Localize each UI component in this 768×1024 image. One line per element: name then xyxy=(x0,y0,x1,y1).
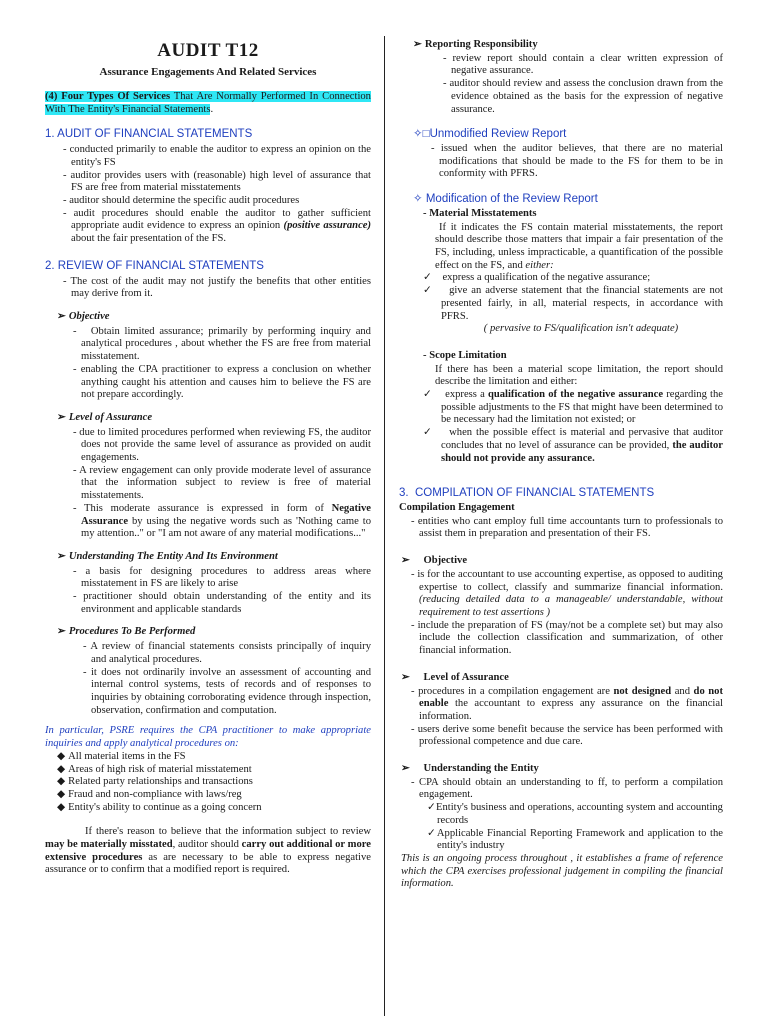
compilation-level-heading: ➢ Level of Assurance xyxy=(401,671,509,683)
material-misstatements-heading: - Material Misstatements xyxy=(423,207,537,219)
section-3-heading: 3. COMPILATION OF FINANCIAL STATEMENTS xyxy=(399,487,655,500)
arrow-icon: ➢ xyxy=(57,411,66,423)
list-item: ◆ Fraud and non-compliance with laws/reg xyxy=(57,788,242,800)
sl-paragraph: If there has been a material scope limitation, the report should describe the limitation and either: xyxy=(435,363,723,388)
list-item: ◆ Areas of high risk of material misstatement xyxy=(57,763,252,775)
arrow-icon: ➢ xyxy=(401,763,410,775)
list-item: - conducted primarily to enable the auditor to express an opinion on the entity's FS xyxy=(63,144,371,168)
understanding-heading: ➢ Understanding The Entity And Its Environment xyxy=(57,550,278,562)
list-item: - A review engagement can only provide moderate level of assurance that the information subject to review is free of material misstatements. xyxy=(73,464,372,502)
unmodified-report-heading: ✧□Unmodified Review Report xyxy=(413,128,567,141)
arrow-icon: ➢ xyxy=(57,311,66,323)
diamond-icon: ◆ xyxy=(57,776,66,788)
list-item: ◆ Related party relationships and transactions xyxy=(57,776,253,788)
reporting-heading: ➢ Reporting Responsibility xyxy=(413,39,538,50)
intro-highlight: Four Types Of Services xyxy=(61,90,171,102)
pervasive-note: ( pervasive to FS/qualification isn't adequate) xyxy=(483,323,679,335)
document-title: AUDIT T12 xyxy=(157,40,259,61)
compilation-closing-note: This is an ongoing process throughout , it establishes a frame of reference which the CPA exercises professional judgement in compiling the financial information. xyxy=(401,852,723,890)
list-item: - a basis for designing procedures to address areas where misstatement in FS are likely to arise xyxy=(73,565,371,590)
arrow-icon: ➢ xyxy=(57,626,66,638)
list-item: - The cost of the audit may not justify the benefits that other entities may derive from it. xyxy=(63,275,371,300)
procedures-heading: ➢ Procedures To Be Performed xyxy=(57,626,196,638)
compilation-engagement-heading: Compilation Engagement xyxy=(399,502,515,514)
objective-heading: ➢ Objective xyxy=(57,311,110,323)
list-item: ✓ when the possible effect is material and pervasive that auditor concludes that no level of assurance can be provided, the auditor should not provide any assurance. xyxy=(423,427,723,464)
scope-limitation-heading: - Scope Limitation xyxy=(423,349,507,361)
arrow-icon: ➢ xyxy=(401,671,410,683)
list-item: - entities who cant employ full time accountants turn to professionals to assist them in preparation and presentation of their FS. xyxy=(411,515,723,540)
diamond-icon: ◆ xyxy=(57,750,66,762)
list-item: - enabling the CPA practitioner to express a conclusion on whether anything caught his attention and causes him to believe the FS are not prepare accordingly. xyxy=(73,363,371,401)
list-item: - due to limited procedures performed when reviewing FS, the auditor does not provide the same level of assurance as provided on audit engagements. xyxy=(73,426,371,464)
list-item: ✓ express a qualification of the negative assurance; xyxy=(423,272,651,284)
arrow-icon: ➢ xyxy=(57,550,66,562)
list-item: - users derive some benefit because the service has been performed with professional competence and due care. xyxy=(411,723,723,748)
intro-highlight-rest: That Are Normally Performed In Connection With The Entity's Financial Statements xyxy=(45,90,371,115)
list-item: - include the preparation of FS (may/not be a complete set) but may also include the collection classification and summarization, of other financial information. xyxy=(411,619,723,657)
check-icon: ✓ xyxy=(423,285,434,297)
level-of-assurance-heading: ➢ Level of Assurance xyxy=(57,411,153,423)
list-item: ✓ express a qualification of the negative assurance regarding the possible adjustments to the FS that might have been determined to be necessary had the limitation not existed; or xyxy=(423,389,723,426)
open-diamond-icon: ✧ xyxy=(413,193,423,206)
list-item: - is for the accountant to use accounting expertise, as opposed to auditing expertise to collect, classify and summarize financial information. (reducing detailed data to a manageable/ understandable, without requirement to test assertions ) xyxy=(411,568,723,618)
list-item: ✓ give an adverse statement that the financial statements are not presented fairly, in all, material respects, in accordance with PFRS. xyxy=(423,285,723,322)
section-1-heading: 1. AUDIT OF FINANCIAL STATEMENTS xyxy=(45,128,253,141)
list-item: - auditor should determine the specific audit procedures xyxy=(63,195,300,206)
list-item: - procedures in a compilation engagement are not designed and do not enable the accountant to express any assurance on the financial information. xyxy=(411,685,723,722)
modification-heading: ✧ Modification of the Review Report xyxy=(413,193,598,206)
intro-paragraph xyxy=(45,91,371,116)
open-diamond-icon: ✧ xyxy=(413,128,423,141)
check-icon: ✓ xyxy=(427,802,436,814)
diamond-icon: ◆ xyxy=(57,788,66,800)
list-item: - practitioner should obtain understanding of the entity and its environment and applicable standards xyxy=(73,591,371,615)
section-2-heading: 2. REVIEW OF FINANCIAL STATEMENTS xyxy=(45,259,264,272)
intro-end: . xyxy=(210,103,214,115)
check-icon: ✓ xyxy=(427,827,437,839)
check-icon: ✓ xyxy=(423,389,433,401)
mm-paragraph: If it indicates the FS contain material misstatements, the report should describe those matters that impair a fair presentation of the FS, including, unless impracticable, a quantification of the possible effect on the FS, and either: xyxy=(435,221,723,271)
check-icon: ✓ xyxy=(423,272,432,284)
psre-note: In particular, PSRE requires the CPA practitioner to make appropriate inquiries and apply analytical procedures on: xyxy=(45,725,371,750)
right-column xyxy=(399,38,723,891)
list-item: - audit procedures should enable the auditor to gather sufficient appropriate audit evidence to express an opinion (positive assurance) about the fair presentation of the FS. xyxy=(63,207,372,245)
diamond-icon: ◆ xyxy=(57,763,66,775)
list-item: - Obtain limited assurance; primarily by performing inquiry and analytical procedures , about whether the FS are free from material misstatement. xyxy=(73,325,371,363)
arrow-icon: ➢ xyxy=(413,39,422,50)
left-column xyxy=(45,38,371,877)
diamond-icon: ◆ xyxy=(57,801,66,813)
intro-prefix: (4) xyxy=(45,90,62,102)
closing-paragraph: If there's reason to believe that the information subject to review may be materially misstated, auditor should carry out additional or more extensive procedures as are necessary to be able to express negative assurance or to confirm that a modified report is required. xyxy=(45,826,372,876)
list-item: - it does not ordinarily involve an assessment of accounting and internal control systems, tests of records and of responses to inquiries by obtaining corroborating evidence through inspection, observation, confirmation and computation. xyxy=(83,666,371,716)
compilation-understanding-heading: ➢ Understanding the Entity xyxy=(401,763,539,775)
arrow-icon: ➢ xyxy=(401,555,410,567)
list-item: ◆ Entity's ability to continue as a going concern xyxy=(57,801,262,813)
list-item: - auditor should review and assess the conclusion drawn from the evidence obtained as the basis for the expression of negative assurance. xyxy=(443,78,723,115)
document-subtitle: Assurance Engagements And Related Services xyxy=(99,65,317,78)
list-item: - CPA should obtain an understanding to ff, to perform a compilation engagement. xyxy=(411,776,723,801)
list-item: - auditor provides users with (reasonable) high level of assurance that FS are free from material misstatements xyxy=(63,169,371,194)
compilation-objective-heading: ➢ Objective xyxy=(401,555,468,567)
list-item: - review report should contain a clear written expression of negative assurance. xyxy=(443,52,723,77)
list-item: - issued when the auditor believes, that there are no material modifications that should be made to the FS for them to be in conformity with PFRS. xyxy=(431,143,723,180)
list-item: - A review of financial statements consists principally of inquiry and analytical procedures. xyxy=(83,641,372,665)
column-divider xyxy=(384,36,385,1016)
list-item: ✓Entity's business and operations, accounting system and accounting records xyxy=(427,802,723,826)
check-icon: ✓ xyxy=(423,427,434,439)
list-item: ✓Applicable Financial Reporting Framework and application to the entity's industry xyxy=(427,827,723,852)
list-item: ◆ All material items in the FS xyxy=(57,750,186,762)
list-item: - This moderate assurance is expressed in form of Negative Assurance by using the negative words such as 'Nothing came to my attention.." or "I am not aware of any material modifications..." xyxy=(73,502,371,540)
